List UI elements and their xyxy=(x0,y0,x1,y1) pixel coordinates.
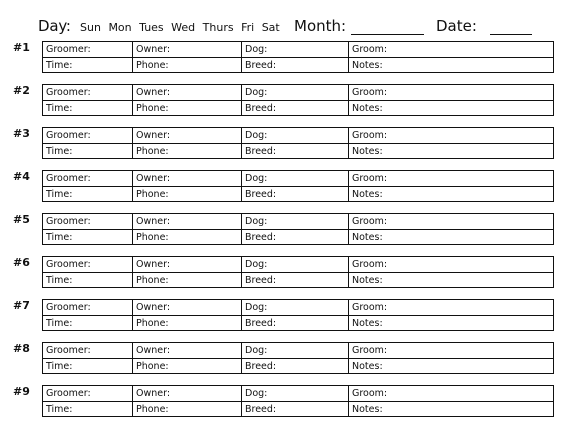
dog-field[interactable]: Dog: xyxy=(242,300,349,315)
entry-number: #2 xyxy=(13,84,30,97)
owner-field[interactable]: Owner: xyxy=(133,85,242,100)
entry-grid xyxy=(42,127,554,159)
breed-field[interactable]: Breed: xyxy=(242,186,349,202)
notes-field[interactable]: Notes: xyxy=(349,358,553,374)
entry-number: #4 xyxy=(13,170,30,183)
groom-field[interactable]: Groom: xyxy=(352,44,388,55)
time-field[interactable]: Time: xyxy=(43,100,133,116)
entry-grid xyxy=(42,213,554,245)
time-field[interactable]: Time: xyxy=(43,186,133,202)
breed-field[interactable]: Breed: xyxy=(242,143,349,159)
entry-grid xyxy=(42,41,554,73)
groom-field[interactable]: Groom: xyxy=(352,388,388,399)
appointment-entry xyxy=(0,84,570,118)
groom-field[interactable]: Groom: xyxy=(352,345,388,356)
appointment-entry xyxy=(0,342,570,376)
entry-grid xyxy=(42,170,554,202)
groomer-field[interactable]: Groomer: xyxy=(43,386,133,401)
time-field[interactable]: Time: xyxy=(43,401,133,417)
entry-grid xyxy=(42,256,554,288)
phone-field[interactable]: Phone: xyxy=(133,57,242,73)
appointment-entry xyxy=(0,41,570,75)
entry-grid xyxy=(42,385,554,417)
phone-field[interactable]: Phone: xyxy=(133,358,242,374)
groomer-field[interactable]: Groomer: xyxy=(43,300,133,315)
notes-field[interactable]: Notes: xyxy=(349,401,553,417)
notes-field[interactable]: Notes: xyxy=(349,100,553,116)
breed-field[interactable]: Breed: xyxy=(242,100,349,116)
phone-field[interactable]: Phone: xyxy=(133,100,242,116)
breed-field[interactable]: Breed: xyxy=(242,358,349,374)
dog-field[interactable]: Dog: xyxy=(242,42,349,57)
owner-field[interactable]: Owner: xyxy=(133,42,242,57)
groom-field[interactable]: Groom: xyxy=(352,259,388,270)
appointment-entry xyxy=(0,299,570,333)
dog-field[interactable]: Dog: xyxy=(242,128,349,143)
dog-field[interactable]: Dog: xyxy=(242,214,349,229)
month-label: Month: xyxy=(294,17,347,35)
owner-field[interactable]: Owner: xyxy=(133,214,242,229)
day-label: Day: xyxy=(38,17,71,35)
breed-field[interactable]: Breed: xyxy=(242,272,349,288)
breed-field[interactable]: Breed: xyxy=(242,401,349,417)
appointment-entry xyxy=(0,385,570,419)
appointment-entry xyxy=(0,256,570,290)
phone-field[interactable]: Phone: xyxy=(133,272,242,288)
breed-field[interactable]: Breed: xyxy=(242,57,349,73)
notes-field[interactable]: Notes: xyxy=(349,143,553,159)
entry-number: #9 xyxy=(13,385,30,398)
groomer-field[interactable]: Groomer: xyxy=(43,128,133,143)
dog-field[interactable]: Dog: xyxy=(242,386,349,401)
dog-field[interactable]: Dog: xyxy=(242,171,349,186)
phone-field[interactable]: Phone: xyxy=(133,229,242,245)
appointment-entry xyxy=(0,170,570,204)
notes-field[interactable]: Notes: xyxy=(349,272,553,288)
phone-field[interactable]: Phone: xyxy=(133,315,242,331)
notes-field[interactable]: Notes: xyxy=(349,229,553,245)
dog-field[interactable]: Dog: xyxy=(242,343,349,358)
breed-field[interactable]: Breed: xyxy=(242,315,349,331)
groomer-field[interactable]: Groomer: xyxy=(43,214,133,229)
groom-field[interactable]: Groom: xyxy=(352,130,388,141)
time-field[interactable]: Time: xyxy=(43,229,133,245)
time-field[interactable]: Time: xyxy=(43,143,133,159)
time-field[interactable]: Time: xyxy=(43,57,133,73)
owner-field[interactable]: Owner: xyxy=(133,128,242,143)
day-option-fri[interactable]: Fri xyxy=(241,21,255,34)
owner-field[interactable]: Owner: xyxy=(133,386,242,401)
groomer-field[interactable]: Groomer: xyxy=(43,343,133,358)
date-label: Date: xyxy=(436,17,477,35)
day-option-thurs[interactable]: Thurs xyxy=(202,21,234,34)
entry-number: #6 xyxy=(13,256,30,269)
day-option-wed[interactable]: Wed xyxy=(171,21,196,34)
groomer-field[interactable]: Groomer: xyxy=(43,171,133,186)
day-option-mon[interactable]: Mon xyxy=(108,21,132,34)
appointment-entry xyxy=(0,213,570,247)
entry-number: #8 xyxy=(13,342,30,355)
time-field[interactable]: Time: xyxy=(43,315,133,331)
appointment-entry xyxy=(0,127,570,161)
dog-field[interactable]: Dog: xyxy=(242,85,349,100)
day-option-sat[interactable]: Sat xyxy=(261,21,280,34)
groomer-field[interactable]: Groomer: xyxy=(43,85,133,100)
groom-field[interactable]: Groom: xyxy=(352,216,388,227)
entry-grid xyxy=(42,84,554,116)
entry-grid xyxy=(42,299,554,331)
phone-field[interactable]: Phone: xyxy=(133,186,242,202)
time-field[interactable]: Time: xyxy=(43,272,133,288)
phone-field[interactable]: Phone: xyxy=(133,401,242,417)
entry-grid xyxy=(42,342,554,374)
groom-field[interactable]: Groom: xyxy=(352,302,388,313)
entry-number: #5 xyxy=(13,213,30,226)
notes-field[interactable]: Notes: xyxy=(349,57,553,73)
owner-field[interactable]: Owner: xyxy=(133,300,242,315)
notes-field[interactable]: Notes: xyxy=(349,315,553,331)
day-option-tues[interactable]: Tues xyxy=(139,21,164,34)
time-field[interactable]: Time: xyxy=(43,358,133,374)
entry-number: #1 xyxy=(13,41,30,54)
owner-field[interactable]: Owner: xyxy=(133,171,242,186)
owner-field[interactable]: Owner: xyxy=(133,257,242,272)
day-option-sun[interactable]: Sun xyxy=(80,21,101,34)
dog-field[interactable]: Dog: xyxy=(242,257,349,272)
owner-field[interactable]: Owner: xyxy=(133,343,242,358)
breed-field[interactable]: Breed: xyxy=(242,229,349,245)
phone-field[interactable]: Phone: xyxy=(133,143,242,159)
groom-field[interactable]: Groom: xyxy=(352,87,388,98)
groomer-field[interactable]: Groomer: xyxy=(43,257,133,272)
groom-field[interactable]: Groom: xyxy=(352,173,388,184)
entry-number: #7 xyxy=(13,299,30,312)
entry-number: #3 xyxy=(13,127,30,140)
groomer-field[interactable]: Groomer: xyxy=(43,42,133,57)
notes-field[interactable]: Notes: xyxy=(349,186,553,202)
